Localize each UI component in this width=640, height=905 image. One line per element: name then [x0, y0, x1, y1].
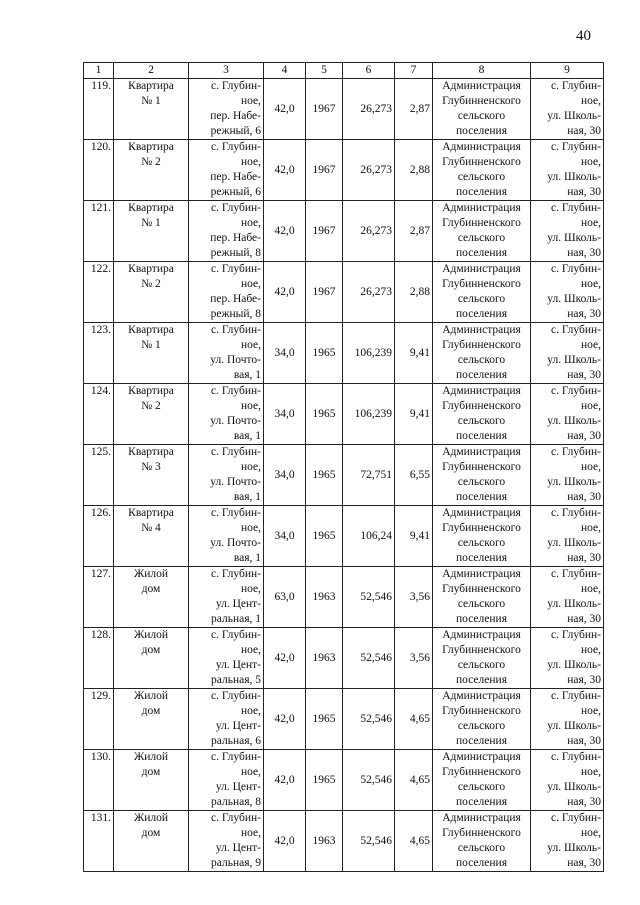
- area-cell: 63,0: [264, 567, 306, 628]
- depreciation-cell: 2,87: [395, 201, 433, 262]
- table-row: [84, 79, 604, 140]
- depreciation-cell: 2,88: [395, 262, 433, 323]
- column-header: 4: [264, 63, 306, 79]
- object-name-cell: Жилой дом: [114, 750, 189, 811]
- area-cell: 42,0: [264, 811, 306, 872]
- depreciation-cell: 6,55: [395, 445, 433, 506]
- object-address-cell: с. Глубин- ное, пер. Набе- режный, 8: [189, 262, 264, 323]
- area-cell: 42,0: [264, 140, 306, 201]
- value-cell: 52,546: [343, 689, 395, 750]
- value-cell: 52,546: [343, 628, 395, 689]
- row-number-cell: 128.: [84, 628, 114, 689]
- year-cell: 1967: [306, 262, 343, 323]
- holder-cell: Администрация Глубинненского сельского поселения: [433, 567, 531, 628]
- depreciation-cell: 9,41: [395, 384, 433, 445]
- holder-cell: Администрация Глубинненского сельского поселения: [433, 506, 531, 567]
- holder-cell: Администрация Глубинненского сельского поселения: [433, 140, 531, 201]
- year-cell: 1963: [306, 567, 343, 628]
- table-row: [84, 506, 604, 567]
- holder-cell: Администрация Глубинненского сельского поселения: [433, 445, 531, 506]
- object-name-cell: Квартира № 2: [114, 140, 189, 201]
- area-cell: 42,0: [264, 750, 306, 811]
- object-name-cell: Квартира № 1: [114, 79, 189, 140]
- year-cell: 1965: [306, 689, 343, 750]
- column-header: 2: [114, 63, 189, 79]
- holder-address-cell: с. Глубин- ное, ул. Школь- ная, 30: [531, 628, 604, 689]
- year-cell: 1963: [306, 628, 343, 689]
- holder-cell: Администрация Глубинненского сельского поселения: [433, 262, 531, 323]
- object-name-cell: Квартира № 1: [114, 201, 189, 262]
- object-address-cell: с. Глубин- ное, ул. Почто- вая, 1: [189, 506, 264, 567]
- table-row: [84, 262, 604, 323]
- year-cell: 1963: [306, 811, 343, 872]
- page-number: 40: [576, 28, 591, 44]
- year-cell: 1965: [306, 506, 343, 567]
- value-cell: 106,24: [343, 506, 395, 567]
- holder-cell: Администрация Глубинненского сельского поселения: [433, 628, 531, 689]
- value-cell: 26,273: [343, 201, 395, 262]
- object-name-cell: Квартира № 3: [114, 445, 189, 506]
- area-cell: 42,0: [264, 262, 306, 323]
- depreciation-cell: 4,65: [395, 750, 433, 811]
- table-row: [84, 445, 604, 506]
- row-number-cell: 120.: [84, 140, 114, 201]
- table-row: [84, 140, 604, 201]
- area-cell: 34,0: [264, 384, 306, 445]
- year-cell: 1967: [306, 201, 343, 262]
- holder-cell: Администрация Глубинненского сельского поселения: [433, 811, 531, 872]
- row-number-cell: 121.: [84, 201, 114, 262]
- year-cell: 1965: [306, 323, 343, 384]
- row-number-cell: 129.: [84, 689, 114, 750]
- object-name-cell: Жилой дом: [114, 811, 189, 872]
- holder-address-cell: с. Глубин- ное, ул. Школь- ная, 30: [531, 689, 604, 750]
- object-name-cell: Квартира № 2: [114, 262, 189, 323]
- object-name-cell: Жилой дом: [114, 567, 189, 628]
- holder-address-cell: с. Глубин- ное, ул. Школь- ная, 30: [531, 506, 604, 567]
- object-address-cell: с. Глубин- ное, ул. Цент- ральная, 8: [189, 750, 264, 811]
- object-name-cell: Квартира № 2: [114, 384, 189, 445]
- row-number-cell: 119.: [84, 79, 114, 140]
- holder-cell: Администрация Глубинненского сельского поселения: [433, 689, 531, 750]
- year-cell: 1965: [306, 750, 343, 811]
- year-cell: 1965: [306, 384, 343, 445]
- year-cell: 1967: [306, 140, 343, 201]
- object-address-cell: с. Глубин- ное, пер. Набе- режный, 8: [189, 201, 264, 262]
- area-cell: 34,0: [264, 445, 306, 506]
- row-number-cell: 127.: [84, 567, 114, 628]
- column-header: 5: [306, 63, 343, 79]
- area-cell: 42,0: [264, 79, 306, 140]
- holder-cell: Администрация Глубинненского сельского поселения: [433, 323, 531, 384]
- column-header: 7: [395, 63, 433, 79]
- holder-address-cell: с. Глубин- ное, ул. Школь- ная, 30: [531, 750, 604, 811]
- column-header: 1: [84, 63, 114, 79]
- column-header: 6: [343, 63, 395, 79]
- table-row: [84, 689, 604, 750]
- depreciation-cell: 3,56: [395, 628, 433, 689]
- column-header: 8: [433, 63, 531, 79]
- object-name-cell: Квартира № 1: [114, 323, 189, 384]
- depreciation-cell: 4,65: [395, 689, 433, 750]
- object-address-cell: с. Глубин- ное, ул. Почто- вая, 1: [189, 384, 264, 445]
- value-cell: 72,751: [343, 445, 395, 506]
- object-address-cell: с. Глубин- ное, ул. Цент- ральная, 9: [189, 811, 264, 872]
- table-row: [84, 750, 604, 811]
- value-cell: 26,273: [343, 140, 395, 201]
- object-address-cell: с. Глубин- ное, ул. Почто- вая, 1: [189, 445, 264, 506]
- holder-address-cell: с. Глубин- ное, ул. Школь- ная, 30: [531, 323, 604, 384]
- holder-address-cell: с. Глубин- ное, ул. Школь- ная, 30: [531, 384, 604, 445]
- table-row: [84, 628, 604, 689]
- holder-cell: Администрация Глубинненского сельского поселения: [433, 79, 531, 140]
- row-number-cell: 123.: [84, 323, 114, 384]
- object-address-cell: с. Глубин- ное, пер. Набе- режный, 6: [189, 79, 264, 140]
- holder-cell: Администрация Глубинненского сельского поселения: [433, 750, 531, 811]
- year-cell: 1965: [306, 445, 343, 506]
- value-cell: 106,239: [343, 323, 395, 384]
- depreciation-cell: 9,41: [395, 506, 433, 567]
- value-cell: 52,546: [343, 811, 395, 872]
- area-cell: 42,0: [264, 628, 306, 689]
- holder-address-cell: с. Глубин- ное, ул. Школь- ная, 30: [531, 445, 604, 506]
- table-row: [84, 567, 604, 628]
- depreciation-cell: 2,87: [395, 79, 433, 140]
- value-cell: 26,273: [343, 79, 395, 140]
- holder-address-cell: с. Глубин- ное, ул. Школь- ная, 30: [531, 79, 604, 140]
- column-number-row: [84, 63, 604, 79]
- column-header: 3: [189, 63, 264, 79]
- table-row: [84, 384, 604, 445]
- row-number-cell: 122.: [84, 262, 114, 323]
- depreciation-cell: 4,65: [395, 811, 433, 872]
- row-number-cell: 125.: [84, 445, 114, 506]
- row-number-cell: 124.: [84, 384, 114, 445]
- holder-cell: Администрация Глубинненского сельского поселения: [433, 201, 531, 262]
- row-number-cell: 131.: [84, 811, 114, 872]
- holder-address-cell: с. Глубин- ное, ул. Школь- ная, 30: [531, 262, 604, 323]
- table-row: [84, 811, 604, 872]
- table-row: [84, 323, 604, 384]
- holder-cell: Администрация Глубинненского сельского поселения: [433, 384, 531, 445]
- object-address-cell: с. Глубин- ное, ул. Почто- вая, 1: [189, 323, 264, 384]
- holder-address-cell: с. Глубин- ное, ул. Школь- ная, 30: [531, 140, 604, 201]
- row-number-cell: 126.: [84, 506, 114, 567]
- area-cell: 42,0: [264, 689, 306, 750]
- registry-body: [84, 79, 604, 872]
- value-cell: 52,546: [343, 567, 395, 628]
- object-address-cell: с. Глубин- ное, пер. Набе- режный, 6: [189, 140, 264, 201]
- object-name-cell: Жилой дом: [114, 689, 189, 750]
- area-cell: 42,0: [264, 201, 306, 262]
- object-name-cell: Квартира № 4: [114, 506, 189, 567]
- depreciation-cell: 9,41: [395, 323, 433, 384]
- area-cell: 34,0: [264, 323, 306, 384]
- year-cell: 1967: [306, 79, 343, 140]
- column-header: 9: [531, 63, 604, 79]
- depreciation-cell: 3,56: [395, 567, 433, 628]
- depreciation-cell: 2,88: [395, 140, 433, 201]
- object-address-cell: с. Глубин- ное, ул. Цент- ральная, 6: [189, 689, 264, 750]
- value-cell: 26,273: [343, 262, 395, 323]
- property-registry-table: [83, 62, 604, 872]
- object-address-cell: с. Глубин- ное, ул. Цент- ральная, 1: [189, 567, 264, 628]
- value-cell: 52,546: [343, 750, 395, 811]
- holder-address-cell: с. Глубин- ное, ул. Школь- ная, 30: [531, 201, 604, 262]
- holder-address-cell: с. Глубин- ное, ул. Школь- ная, 30: [531, 567, 604, 628]
- object-name-cell: Жилой дом: [114, 628, 189, 689]
- value-cell: 106,239: [343, 384, 395, 445]
- holder-address-cell: с. Глубин- ное, ул. Школь- ная, 30: [531, 811, 604, 872]
- object-address-cell: с. Глубин- ное, ул. Цент- ральная, 5: [189, 628, 264, 689]
- area-cell: 34,0: [264, 506, 306, 567]
- table-row: [84, 201, 604, 262]
- row-number-cell: 130.: [84, 750, 114, 811]
